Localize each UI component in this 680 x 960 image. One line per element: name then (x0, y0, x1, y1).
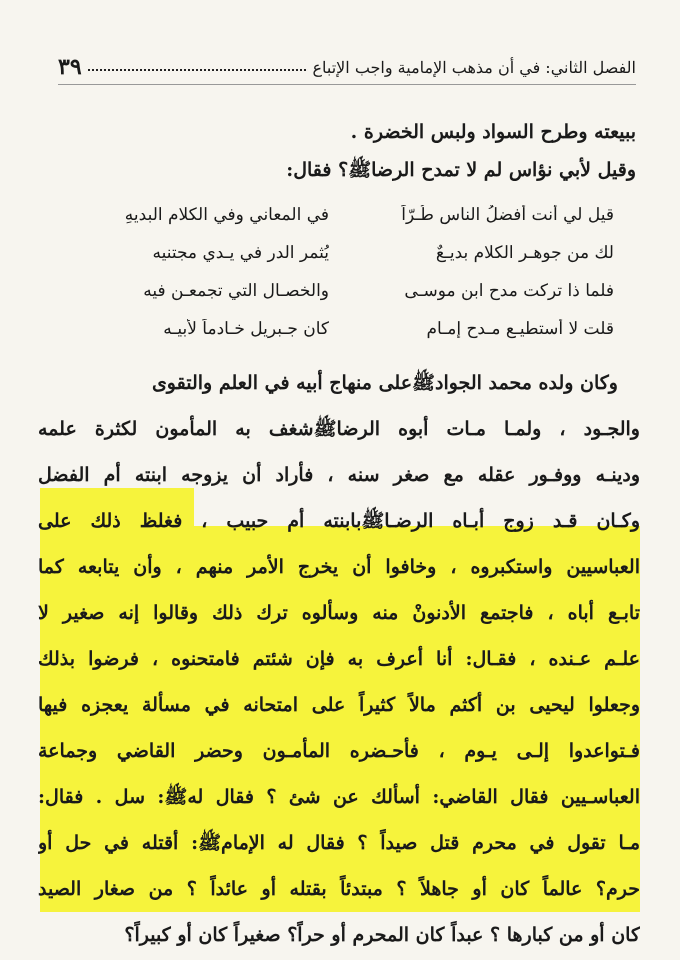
verse-first-half: فلما ذا تركت مدح ابن موسـى (404, 281, 614, 301)
text-line: تابـع أباه ، فاجتمع الأدنونْ منه وسألوه ترك ذلك وقالوا إنه صغير لا (38, 602, 640, 624)
text-line: ودينـه ووفـور عقله مع صغر سنه ، فأراد أن يزوجه ابنته أم الفضل (38, 464, 640, 486)
header-leader-dots (88, 69, 307, 71)
verse-first-half: لك من جوهـر الكلام بديـعٌ (435, 243, 614, 263)
verse-second-half: يُثمر الدر في يـدي مجتنيه (152, 243, 329, 263)
verse-second-half: والخصـال التي تجمعـن فيه (143, 281, 329, 301)
text-line: حرم؟ عالماً كان أو جاهلاً ؟ مبتدئاً بقتله أو عائداً ؟ من صغار الصيد (38, 878, 640, 900)
text-line: علـم عـنده ، فقـال: أنا أعرف به فإن شئتم فامتحنوه ، فرضوا بذلك (38, 648, 640, 670)
text-line: كان أو من كبارها ؟ عبداً كان المحرم أو حراً؟ صغيراً كان أو كبيراً؟ (124, 924, 640, 946)
poem-verse (44, 272, 614, 310)
poem-verse (44, 196, 614, 234)
page-number: ٣٩ (58, 54, 82, 80)
verse-second-half: كان جـبريل خـادماً لأبيـه (163, 319, 329, 339)
text-line: وجعلوا ليحيى بن أكثم مالاً كثيراً على امتحانه في مسألة يعجزه فيها (38, 694, 640, 716)
paragraph-2: وقيل لأبي نؤاس لم لا تمدح الرضاﷺ؟ فقال: (286, 159, 636, 181)
paragraph-1: ببيعته وطرح السواد ولبس الخضرة . (350, 121, 636, 143)
poem (44, 196, 614, 348)
chapter-title: الفصل الثاني: في أن مذهب الإمامية واجب الإتباع (312, 57, 636, 77)
verse-first-half: قيل لي أنت أفضلُ الناس طُـرّاً (401, 205, 614, 225)
text-line: العباسيين واستكبروه ، وخافوا أن يخرج الأمر منهم ، وأن يتابعه كما (38, 556, 640, 578)
text-line: فـتواعدوا إلـى يـوم ، فأحـضره المأمـون وحضر القاضي وجماعة (38, 740, 640, 762)
text-line: العباسـيين فقال القاضي: أسألك عن شئ ؟ فقال لهﷺ: سل . فقال: (38, 786, 640, 808)
text-line: والجـود ، ولمـا مـات أبوه الرضاﷺشغف به المأمون لكثرة علمه (38, 418, 640, 440)
text-line: وكان ولده محمد الجوادﷺعلى منهاج أبيه في العلم والتقوى (151, 372, 618, 394)
poem-verse (44, 234, 614, 272)
text-line: مـا تقول في محرم قتل صيداً ؟ فقال له الإمامﷺ: أقتله في حل أو (38, 832, 640, 854)
running-header (58, 52, 636, 82)
verse-first-half: قلت لا أستطيـع مـدح إمـامٍ (426, 319, 614, 339)
header-rule (58, 84, 636, 85)
main-paragraph (38, 360, 640, 958)
text-line: وكـان قـد زوج أبـاه الرضـاﷺبابنته أم حبيب ، فغلظ ذلك على (38, 510, 640, 532)
verse-second-half: في المعاني وفي الكلام البديهِ (124, 205, 329, 225)
poem-verse (44, 310, 614, 348)
